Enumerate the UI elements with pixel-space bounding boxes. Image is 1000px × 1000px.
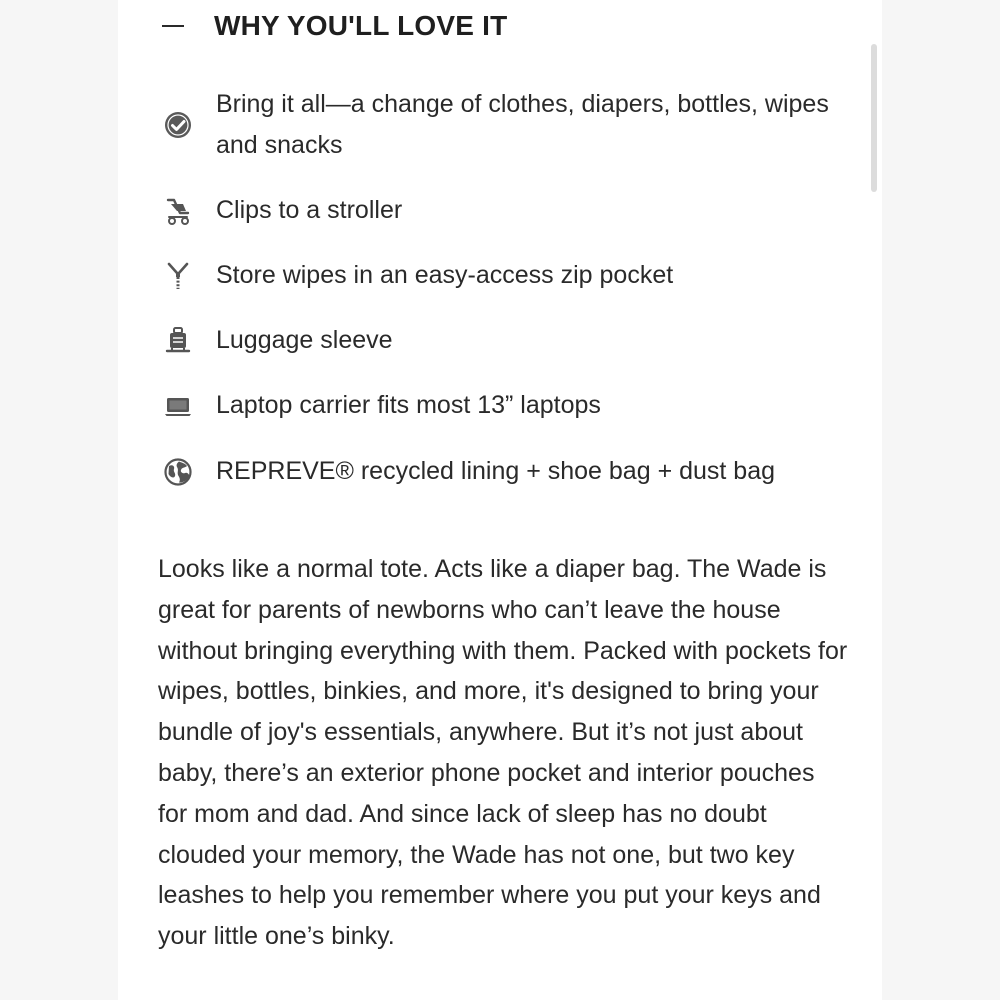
scrollbar[interactable]: [871, 44, 877, 192]
minus-icon[interactable]: [162, 6, 188, 46]
feature-item: [158, 84, 858, 166]
feature-item: [158, 385, 858, 426]
accordion-header[interactable]: [162, 6, 507, 46]
globe-icon: [162, 456, 194, 488]
feature-text: Store wipes in an easy-access zip pocket: [216, 261, 674, 289]
feature-item: [158, 451, 858, 492]
feature-item: [158, 320, 858, 361]
feature-text: Luggage sleeve: [216, 326, 393, 354]
product-description: Looks like a normal tote. Acts like a diaper bag. The Wade is great for parents of newborns who can’t leave the house without bringing everything with them. Packed with pockets for wipes, bottles, binkies, and more, it's designed to bring your bundle of joy's essentials, anywhere. But it’s not just about baby, there’s an exterior phone pocket and interior pouches for mom and dad. And since lack of sleep has no doubt clouded your memory, the Wade has not one, but two key leashes to help you remember where you put your keys and your little one’s binky.: [158, 555, 848, 951]
luggage-icon: [162, 325, 194, 357]
feature-text: Laptop carrier fits most 13” laptops: [216, 391, 601, 419]
feature-text: REPREVE® recycled lining + shoe bag + dust bag: [216, 457, 776, 485]
checkmark-circle-icon: [162, 109, 194, 141]
zipper-icon: [162, 260, 194, 292]
feature-item: [158, 255, 858, 296]
section-title: WHY YOU'LL LOVE IT: [214, 10, 508, 41]
feature-text: Clips to a stroller: [216, 196, 403, 224]
feature-item: [158, 190, 858, 231]
laptop-icon: [162, 390, 194, 422]
stroller-icon: [162, 195, 194, 227]
feature-text: Bring it all—a change of clothes, diapers, bottles, wipes and snacks: [216, 90, 829, 159]
